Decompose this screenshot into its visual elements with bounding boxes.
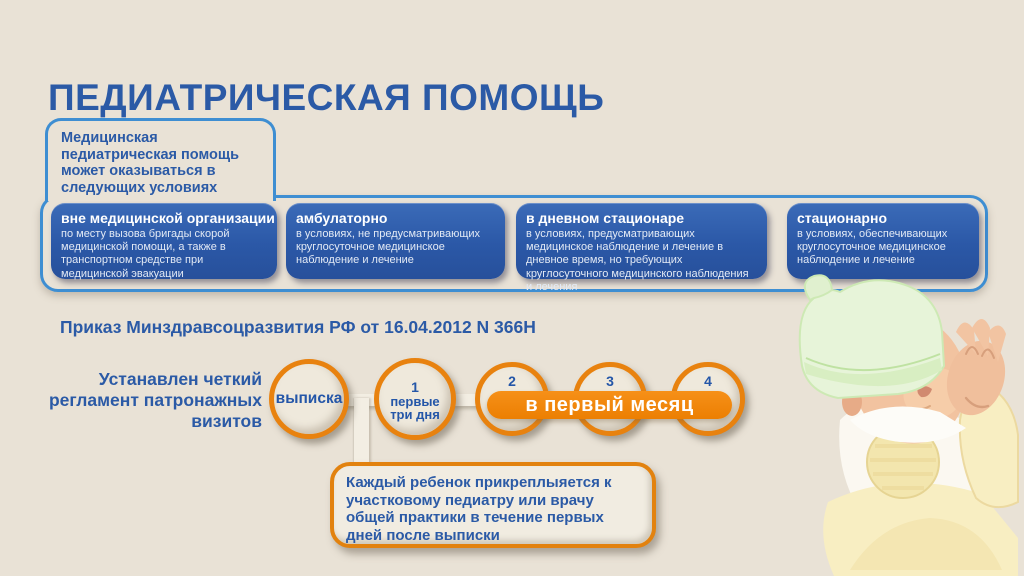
condition-card-out-of-facility: [51, 203, 277, 279]
order-reference: Приказ Минздравсоцразвития РФ от 16.04.2012 N 366Н: [60, 317, 536, 337]
callout-box: [45, 118, 276, 201]
condition-card-ambulatory: [286, 203, 505, 279]
callout-text: Медицинская педиатрическая помощь может оказываться в следующих условиях: [61, 130, 240, 197]
condition-description: в условиях, обеспечивающих круглосуточное медицинское наблюдение и лечение: [797, 228, 948, 267]
timeline-node-number: 4: [704, 373, 712, 389]
condition-description: по месту вызова бригады скорой медицинской помощи, а также в транспортном средстве при медицинской эвакуации: [61, 228, 230, 280]
condition-title: в дневном стационаре: [526, 210, 685, 226]
baby-photo: [780, 270, 1024, 576]
first-month-label: в первый месяц: [525, 393, 694, 416]
timeline-node-number: 3: [606, 373, 614, 389]
visits-label: Устанавлен четкий регламент патронажных визитов: [48, 369, 262, 431]
condition-card-day-hospital: [516, 203, 767, 293]
timeline-node-number: 1: [411, 378, 419, 395]
condition-description: в условиях, не предусматривающих круглосуточное медицинское наблюдение и лечение: [296, 228, 481, 267]
timeline-note-connector: [354, 398, 369, 466]
note-text: Каждый ребенок прикреплыяется к участковому педиатру или врачу общей практики в течение первых дней после выписки: [346, 474, 612, 545]
condition-card-inpatient: [787, 203, 979, 279]
condition-title: амбулаторно: [296, 210, 388, 226]
first-month-pill: [487, 391, 732, 419]
timeline-node-number: 2: [508, 373, 516, 389]
timeline-node-label: первые три дня: [390, 393, 440, 422]
timeline-node-1: [374, 358, 456, 440]
note-box: [330, 462, 656, 548]
condition-title: стационарно: [797, 210, 887, 226]
condition-description: в условиях, предусматривающих медицинское наблюдение и лечение в дневное время, но требующих круглосуточного медицинского наблюдения и лечения: [526, 228, 749, 293]
timeline-node-discharge: [269, 359, 349, 439]
page-title: ПЕДИАТРИЧЕСКАЯ ПОМОЩЬ: [48, 76, 605, 118]
timeline-node-label: выписка: [275, 390, 343, 407]
condition-title: вне медицинской организации: [61, 210, 275, 226]
